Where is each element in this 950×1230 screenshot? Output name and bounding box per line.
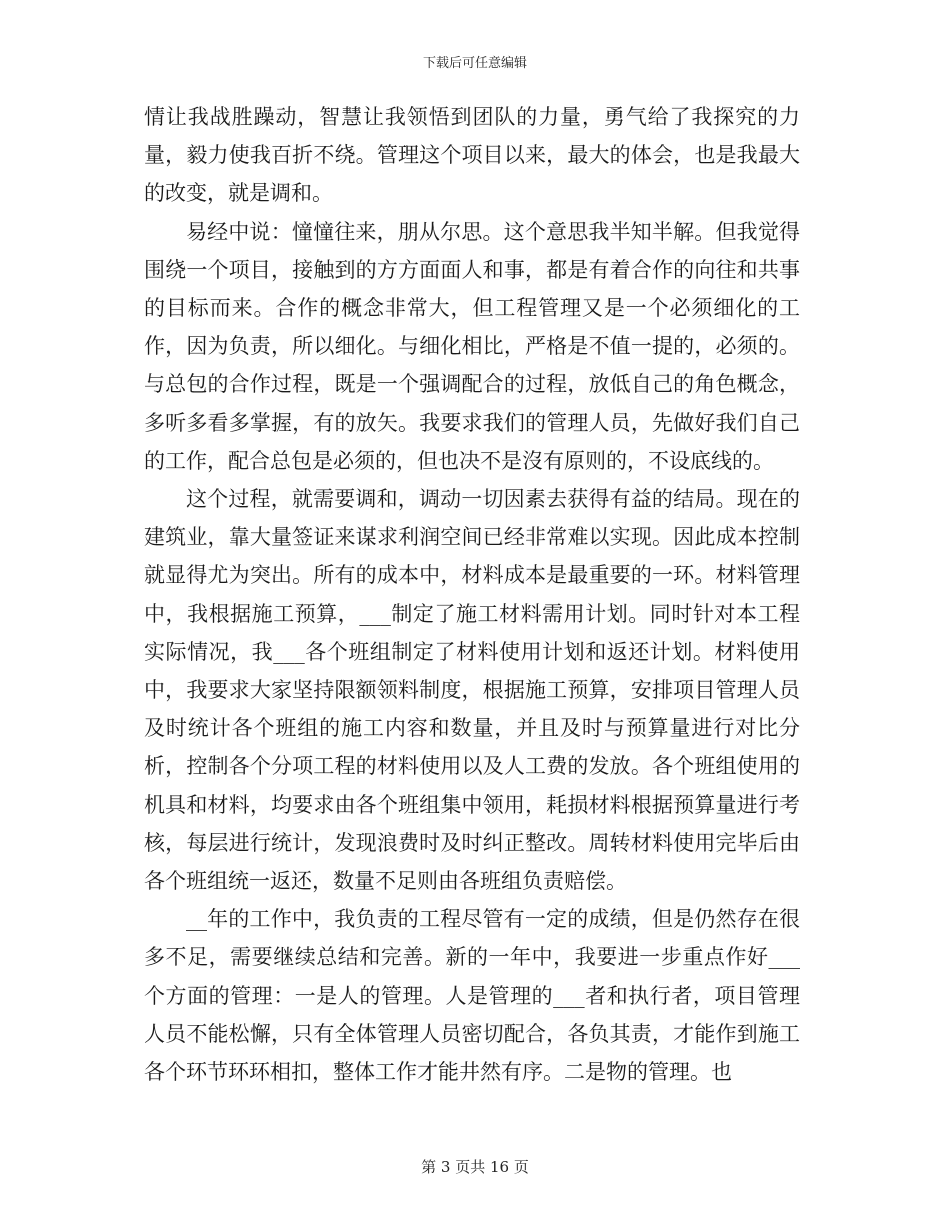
- page-footer: 第 3 页共 16 页: [421, 1158, 529, 1176]
- page-header: 下载后可任意编辑: [422, 56, 527, 71]
- paragraph-2: 易经中说：憧憧往来，朋从尔思。这个意思我半知半解。但我觉得围绕一个项目，接触到的方方面面人和事，都是有着合作的向往和共事的目标而来。合作的概念非常大，但工程管理又是一个必须细化的工作，因为负责，所以细化。与细化相比，严格是不值一提的，必须的。与总包的合作过程，既是一个强调配合的过程，放低自己的角色概念，多听多看多掌握，有的放矢。我要求我们的管理人员，先做好我们自己的工作，配合总包是必须的，但也决不是沒有原则的，不设底线的。: [144, 219, 800, 473]
- paragraph-4: __年的工作中，我负责的工程尽管有一定的成绩，但是仍然存在很多不足，需要继续总结和完善。新的一年中，我要进一步重点作好___个方面的管理：一是人的管理。人是管理的___者和执行者，项目管理人员不能松懈，只有全体管理人员密切配合，各负其责，才能作到施工各个环节环环相扣，整体工作才能井然有序。二是物的管理。也: [144, 907, 800, 1085]
- paragraph-3: 这个过程，就需要调和，调动一切因素去获得有益的结局。现在的建筑业，靠大量签证来谋求利润空间已经非常难以实现。因此成本控制就显得尤为突出。所有的成本中，材料成本是最重要的一环。材料管理中，我根据施工预算，___制定了施工材料需用计划。同时针对本工程实际情况，我___各个班组制定了材料使用计划和返还计划。材料使用中，我要求大家坚持限额领料制度，根据施工预算，安排项目管理人员及时统计各个班组的施工内容和数量，并且及时与预算量进行对比分析，控制各个分项工程的材料使用以及人工费的发放。各个班组使用的机具和材料，均要求由各个班组集中领用，耗损材料根据预算量进行考核，每层进行统计，发现浪费时及时纠正整改。周转材料使用完毕后由各个班组统一返还，数量不足则由各班组负责赔偿。: [144, 487, 800, 894]
- document-body: [144, 98, 800, 1091]
- paragraph-1: 情让我战胜躁动，智慧让我领悟到团队的力量，勇气给了我探究的力量，毅力使我百折不绕。管理这个项目以来，最大的体会，也是我最大的改变，就是调和。: [144, 105, 800, 206]
